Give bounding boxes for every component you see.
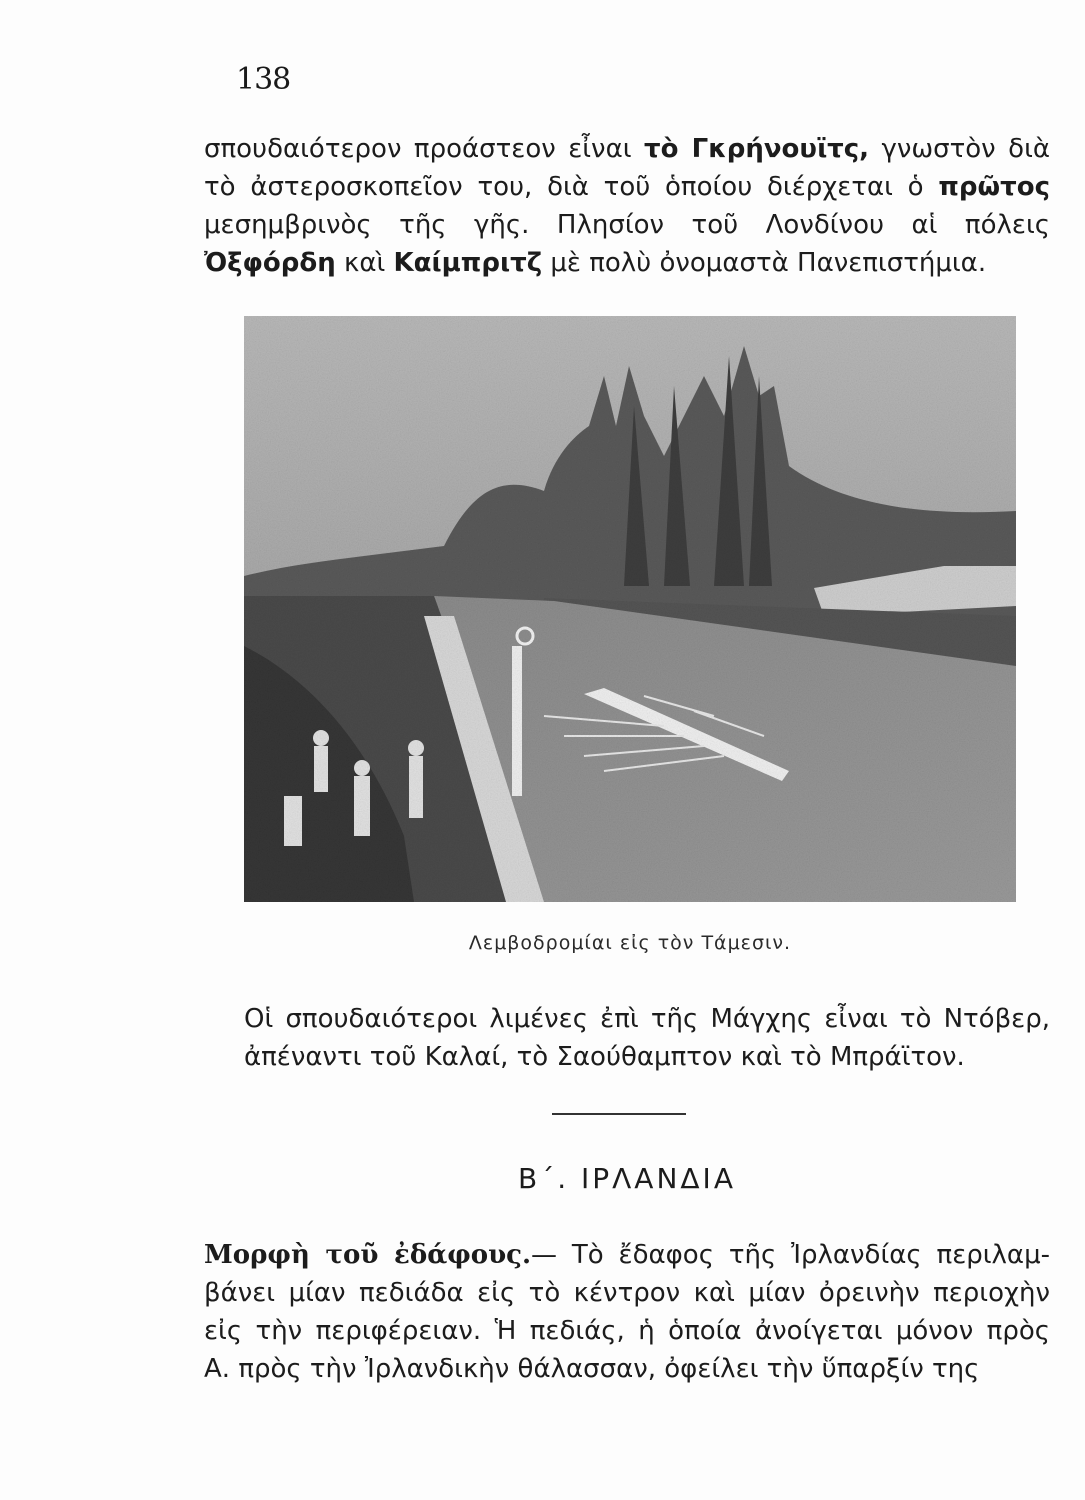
- bold-term: Ὀξφόρδη: [204, 248, 336, 278]
- section-heading: Β΄. ΙΡΛΑΝΔΙΑ: [518, 1162, 736, 1195]
- bold-term: πρῶτος: [938, 172, 1050, 202]
- text-line: [204, 168, 1050, 206]
- rowing-race-photo: [244, 316, 1016, 902]
- figure-caption: Λεμβοδρομίαι εἰς τὸν Τάμεσιν.: [468, 932, 792, 954]
- text-line: ἀπέναντι τοῦ Καλαί, τὸ Σαούθαμπτον καὶ τὸ Μπράϊτον.: [244, 1042, 965, 1072]
- page-number: 138: [236, 62, 291, 97]
- text-line: [204, 206, 1050, 244]
- text-line: Οἱ σπουδαιότεροι λιμένες ἐπὶ τῆς Μάγχης εἶναι τὸ Ντόβερ,: [244, 1004, 1050, 1034]
- text-line: [204, 1274, 1050, 1312]
- paragraph-london-suburbs: [204, 130, 1050, 282]
- section-divider: [552, 1113, 686, 1115]
- text-line: [204, 130, 1050, 168]
- paragraph-channel-ports: [244, 1000, 1050, 1076]
- text-line: [204, 1312, 1050, 1350]
- text-line: [204, 244, 1050, 282]
- text-line: [204, 1236, 1050, 1274]
- text-run: γνωστὸν διὰ: [869, 134, 1051, 164]
- paragraph-ireland-terrain: [204, 1236, 1050, 1388]
- text-run: τὸ ἀστεροσκοπεῖον του, διὰ τοῦ ὁποίου διέρχεται ὁ: [204, 172, 939, 202]
- run-in-heading: Μορφὴ τοῦ ἐδάφους.: [204, 1240, 531, 1270]
- bold-term: τὸ Γκρήνουϊτς,: [643, 134, 869, 164]
- text-run: σπουδαιότερον προάστεον εἶναι: [204, 134, 644, 164]
- text-line: [204, 1350, 1050, 1388]
- text-run: εἰς τὴν περιφέρειαν. Ἡ πεδιάς, ἡ ὁποία ἀνοίγεται μόνον πρὸς: [204, 1316, 1050, 1346]
- marker-post: [512, 646, 522, 796]
- text-run: καὶ: [335, 248, 394, 278]
- text-run: βάνει μίαν πεδιάδα εἰς τὸ κέντρον καὶ μίαν ὀρεινὴν περιοχὴν: [204, 1278, 1050, 1308]
- text-run: — Τὸ ἔδαφος τῆς Ἰρλανδίας περιλαμ-: [531, 1240, 1050, 1270]
- text-run: Α. πρὸς τὴν Ἰρλανδικὴν θάλασσαν, ὀφείλει τὴν ὕπαρξίν της: [204, 1354, 980, 1384]
- text-run: μεσημβρινὸς τῆς γῆς. Πλησίον τοῦ Λονδίνου αἱ πόλεις: [204, 210, 1050, 240]
- text-run: μὲ πολὺ ὀνομαστὰ Πανεπιστήμια.: [542, 248, 987, 278]
- bold-term: Καίμπριτζ: [393, 248, 543, 278]
